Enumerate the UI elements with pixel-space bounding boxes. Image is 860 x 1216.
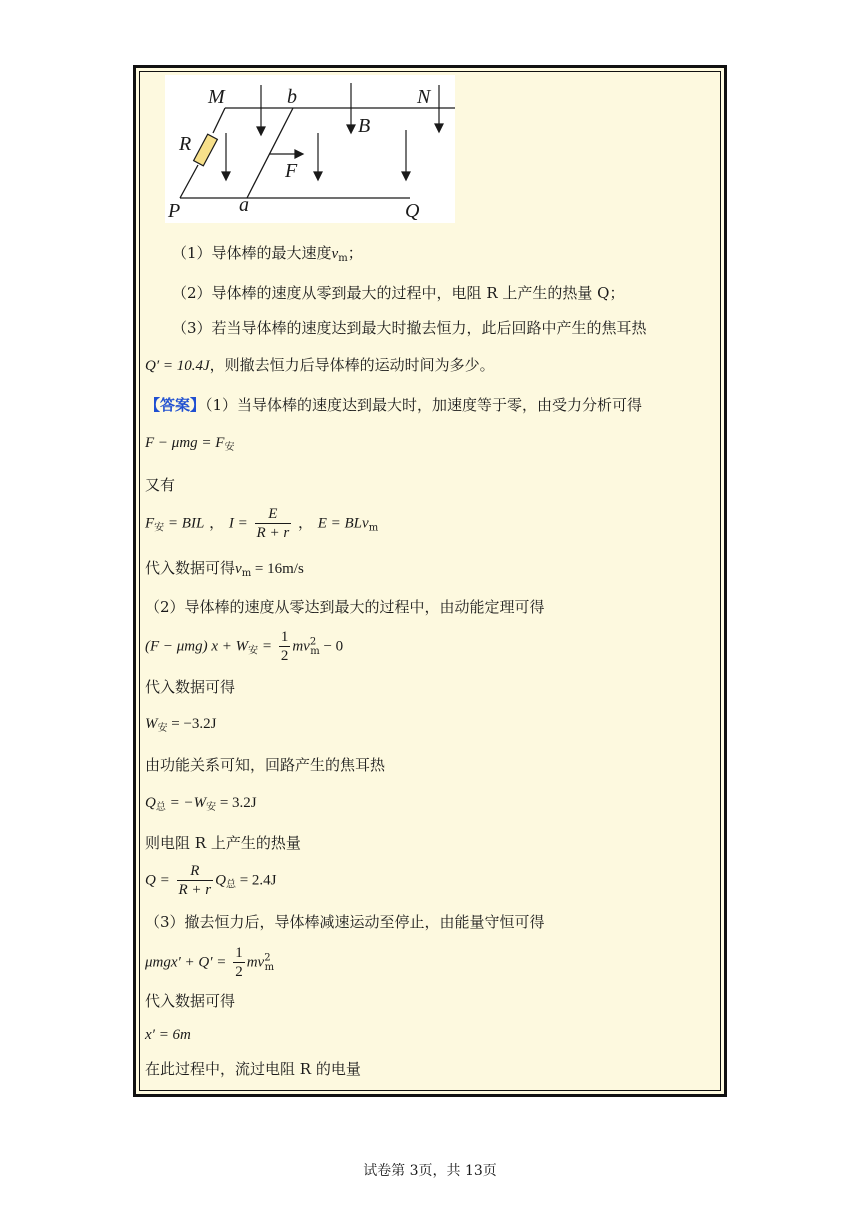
you-you-text: 又有	[145, 476, 176, 494]
force-arrow	[269, 150, 303, 158]
label-R: R	[179, 133, 192, 155]
eq4-num: 1	[235, 945, 243, 961]
eq2-sep1: ，	[209, 513, 225, 532]
charge-text: 在此过程中，流过电阻 R 的电量	[145, 1060, 361, 1078]
question-3-line-2	[145, 355, 495, 376]
eq3-eq: =	[258, 638, 273, 655]
rail-diagram	[165, 75, 455, 223]
equation-1	[145, 432, 234, 458]
eq2-bil: = BIL	[164, 515, 205, 532]
question-1-var: v	[331, 246, 339, 262]
qr-sub: 总	[225, 879, 236, 891]
qr-fraction	[177, 862, 214, 899]
sub1-val: = 16m/s	[251, 561, 304, 577]
eq2-f-sub: 安	[154, 522, 165, 534]
eq3-left: (F − μmg) x + W	[145, 638, 249, 655]
question-3-line-1: （3）若当导体棒的速度达到最大时撤去恒力，此后回路中产生的焦耳热	[172, 319, 647, 337]
eq1-left: F − μmg = F	[145, 435, 225, 451]
heat-text: 则电阻 R 上产生的热量	[145, 834, 301, 852]
question-3-tail: ，则撤去恒力后导体棒的运动时间为多少。	[209, 356, 495, 374]
label-b: b	[287, 86, 297, 108]
label-B: B	[358, 115, 371, 137]
eq2-fraction	[255, 505, 292, 542]
resistor-R	[194, 134, 218, 166]
eq3-msub: m	[310, 645, 320, 657]
q-total-sub2: 安	[206, 802, 217, 813]
question-1	[172, 243, 363, 269]
qr-den: R + r	[178, 882, 212, 898]
qr-num: R	[177, 862, 214, 881]
q-total-sub: 总	[155, 802, 166, 813]
qr-val: = 2.4J	[235, 872, 277, 889]
qr-q: Q	[215, 872, 226, 889]
substitute-text-3: 代入数据可得	[145, 992, 236, 1010]
eq4-den: 2	[235, 964, 243, 980]
eq3-sub: 安	[248, 645, 259, 657]
q-total-val: = 3.2J	[216, 795, 257, 811]
q-total-result	[145, 792, 257, 818]
eq4-mv: mv	[246, 954, 265, 971]
eq4-left: μmgx′ + Q′ =	[145, 954, 227, 971]
answer-part-3-intro: （3）撤去恒力后，导体棒减速运动至停止，由能量守恒可得	[145, 913, 545, 931]
question-2: （2）导体棒的速度从零到最大的过程中，电阻 R 上产生的热量 Q；	[172, 284, 625, 302]
eq2-e: E = BLv	[317, 515, 369, 532]
answer-1-text: （1）当导体棒的速度达到最大时，加速度等于零，由受力分析可得	[205, 396, 643, 414]
answer-part-2-intro: （2）导体棒的速度从零达到最大的过程中，由动能定理可得	[145, 598, 545, 616]
page-footer: 试卷第 3页，共 13页	[363, 1163, 497, 1179]
eq4-sup: 2	[264, 952, 271, 964]
vm-result	[145, 558, 304, 584]
eq2-sep2: ，	[297, 513, 313, 532]
label-a: a	[239, 194, 249, 216]
answer-tag: 【答案】	[145, 396, 206, 414]
question-1-text: （1）导体棒的最大速度	[172, 244, 332, 262]
answer-part-1-intro	[145, 395, 642, 415]
eq3-tail: − 0	[319, 638, 344, 655]
eq4-fraction	[233, 944, 245, 981]
eq2-den: R + r	[256, 525, 290, 541]
label-M: M	[208, 86, 225, 108]
sub1-var: v	[235, 561, 242, 577]
q-prime-equation: Q′ = 10.4J	[145, 358, 210, 374]
eq2-num: E	[255, 505, 292, 524]
eq4-sub: m	[264, 961, 275, 973]
label-Q: Q	[405, 200, 420, 222]
equation-4	[145, 944, 274, 981]
equation-2	[145, 505, 378, 542]
x-result: x′ = 6m	[145, 1027, 191, 1043]
question-1-sub: m	[338, 253, 348, 264]
sub1-sub: m	[241, 568, 252, 579]
w-result	[145, 713, 217, 739]
w-sub: 安	[157, 723, 168, 734]
label-F: F	[285, 160, 298, 182]
sub1-text: 代入数据可得	[145, 559, 236, 577]
label-P: P	[168, 200, 181, 222]
equation-3	[145, 628, 343, 665]
substitute-text-2: 代入数据可得	[145, 678, 236, 696]
qr-left: Q =	[145, 872, 170, 889]
eq3-sup: 2	[309, 636, 317, 648]
energy-relation-text: 由功能关系可知，回路产生的焦耳热	[145, 756, 386, 774]
eq2-i: I =	[228, 515, 248, 532]
eq3-num: 1	[280, 629, 289, 645]
magnetic-field-arrows	[222, 83, 443, 180]
eq2-f: F	[145, 515, 155, 532]
eq2-e-sub: m	[368, 522, 379, 534]
q-total-var: Q	[145, 795, 156, 811]
w-var: W	[145, 716, 158, 732]
q-resistor-equation	[145, 862, 277, 899]
eq3-den: 2	[280, 648, 289, 664]
eq1-sub: 安	[224, 442, 235, 453]
eq3-fraction	[279, 628, 291, 665]
w-val: = −3.2J	[167, 716, 217, 732]
label-N: N	[417, 86, 431, 108]
q-total-mid: = −W	[165, 795, 207, 811]
question-1-end: ；	[347, 244, 363, 262]
eq3-mv: mv	[292, 638, 310, 655]
